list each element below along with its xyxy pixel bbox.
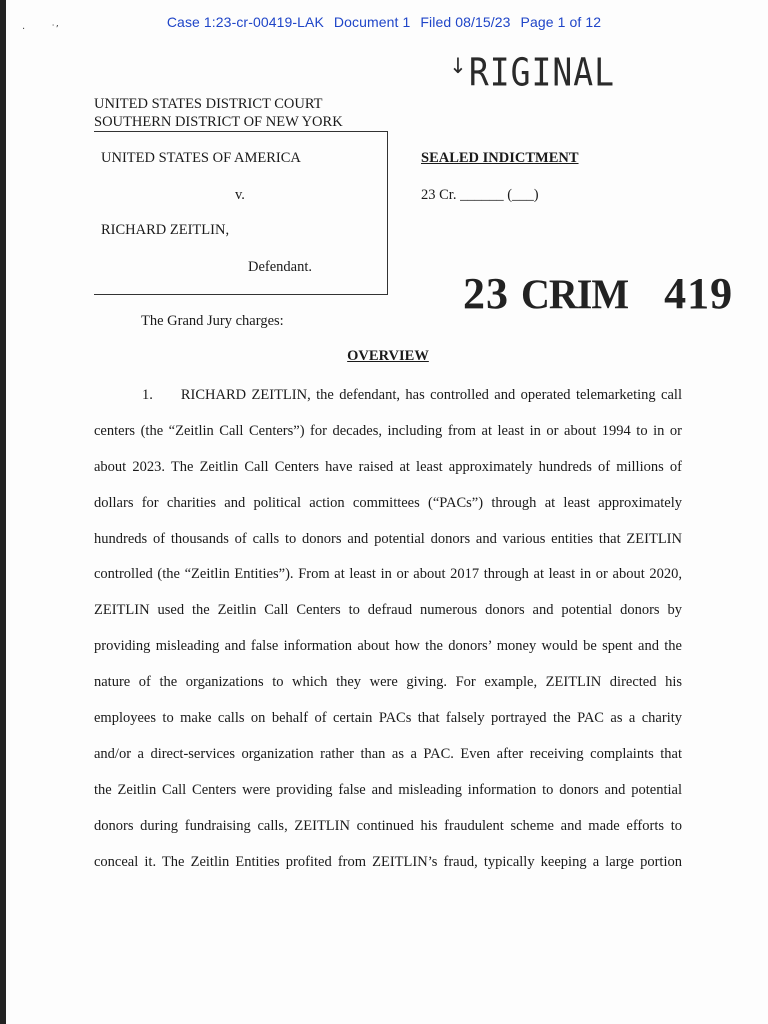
paragraph-line xyxy=(94,378,682,414)
stamp-number: 419 xyxy=(664,269,734,318)
stamp-crim-word: CRIM xyxy=(521,270,629,319)
paragraph-line: providing misleading and false information about how the donors’ money would be spent and the xyxy=(94,638,682,655)
paragraph-line: employees to make calls on behalf of certain PACs that falsely portrayed the PAC as a charity xyxy=(94,710,682,727)
ecf-case-number: Case 1:23-cr-00419-LAK xyxy=(166,14,324,30)
court-name xyxy=(94,95,343,131)
caption-plaintiff: UNITED STATES OF AMERICA xyxy=(101,150,301,166)
paragraph-line: the Zeitlin Call Centers were providing false and misleading information to donors and potential xyxy=(94,781,682,798)
case-number-stamp xyxy=(463,268,733,319)
caption-versus: v. xyxy=(235,187,245,203)
paragraph-line: nature of the organizations to which they were giving. For example, ZEITLIN directed his xyxy=(94,674,682,691)
paragraph-number: 1. xyxy=(142,387,153,403)
paragraph-line: hundreds of thousands of calls to donors and potential donors and various entities that ZEITLIN xyxy=(94,530,682,547)
paragraph-line: ZEITLIN used the Zeitlin Call Centers to defraud numerous donors and potential donors by xyxy=(94,602,682,619)
overview-heading: OVERVIEW xyxy=(347,348,429,364)
ecf-filing-header xyxy=(0,14,768,30)
caption-defendant-label: Defendant. xyxy=(248,259,313,275)
docket-number: 23 Cr. ______ (___) xyxy=(421,187,539,203)
paragraph-1 xyxy=(94,378,682,880)
document-title: SEALED INDICTMENT xyxy=(421,150,579,166)
paragraph-line: and/or a direct-services organization rather than as a PAC. Even after receiving complaints that xyxy=(94,745,682,762)
caption-defendant-name: RICHARD ZEITLIN, xyxy=(101,222,230,238)
paragraph-line: about 2023. The Zeitlin Call Centers have raised at least approximately hundreds of millions of xyxy=(94,458,682,475)
paragraph-line: conceal it. The Zeitlin Entities profited from ZEITLIN’s fraud, typically keeping a large portion xyxy=(94,853,682,870)
original-stamp: ꜜRIGINAL xyxy=(448,50,615,95)
court-line-2: SOUTHERN DISTRICT OF NEW YORK xyxy=(94,114,343,130)
paragraph-line-text: RICHARD ZEITLIN, the defendant, has controlled and operated telemarketing call xyxy=(180,387,682,403)
paragraph-line: dollars for charities and political action committees (“PACs”) through at least approximately xyxy=(94,494,682,511)
ecf-filed-date: Filed 08/15/23 xyxy=(420,14,511,30)
paragraph-line: controlled (the “Zeitlin Entities”). From at least in or about 2017 through at least in or about 2020, xyxy=(94,566,682,583)
grand-jury-charges: The Grand Jury charges: xyxy=(141,313,284,329)
scan-left-edge xyxy=(0,0,6,1024)
paragraph-line: donors during fundraising calls, ZEITLIN continued his fraudulent scheme and made efforts to xyxy=(94,817,682,834)
paragraph-line: centers (the “Zeitlin Call Centers”) for decades, including from at least in or about 1994 to in or xyxy=(94,422,682,439)
stamp-year: 23 xyxy=(463,269,509,318)
court-line-1: UNITED STATES DISTRICT COURT xyxy=(94,96,323,112)
ecf-document-number: Document 1 xyxy=(333,14,411,30)
scan-specks: · ˙’ xyxy=(22,24,59,35)
ecf-page-count: Page 1 of 12 xyxy=(520,14,602,30)
